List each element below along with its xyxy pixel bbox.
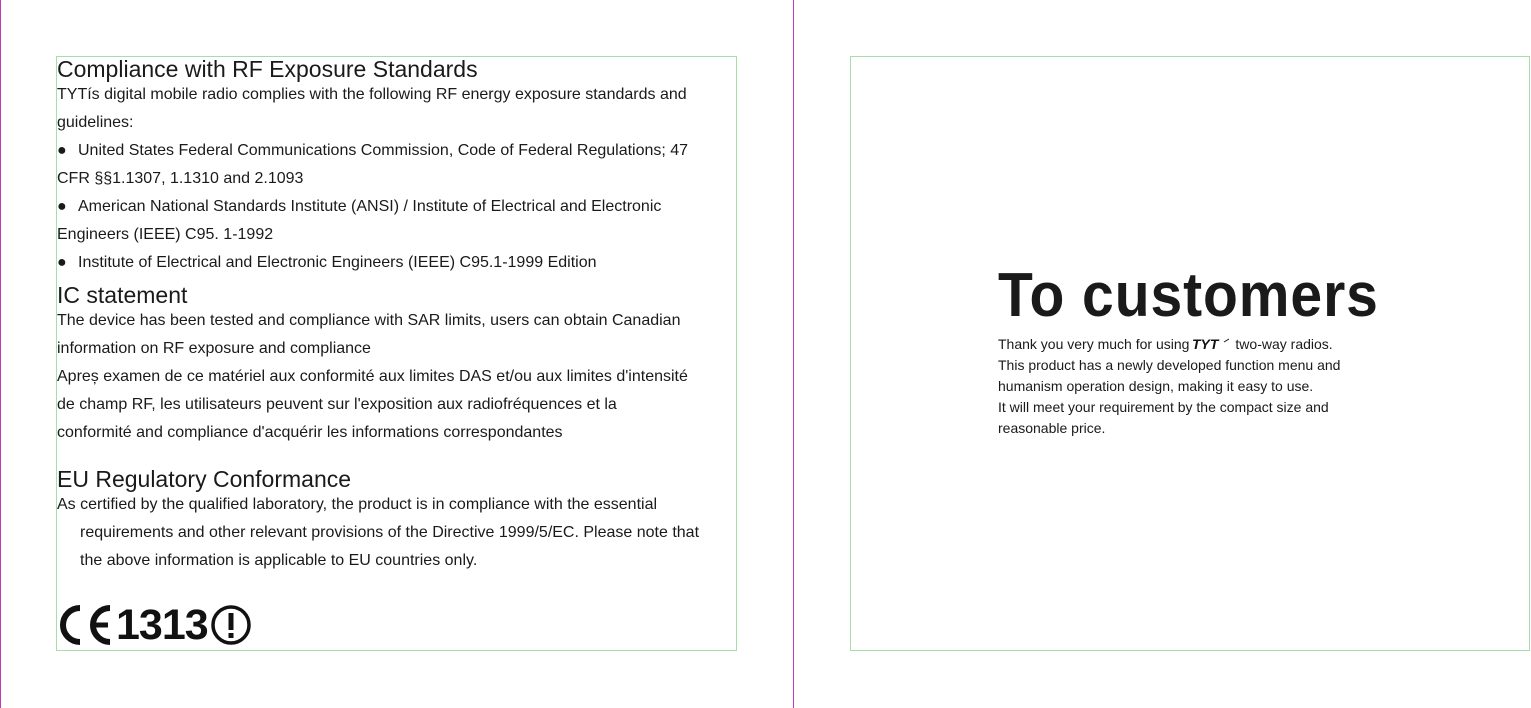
ic-line-1: The device has been tested and compliance with SAR limits, users can obtain Canadian (57, 312, 681, 329)
rf-intro-line2: guidelines: (57, 114, 134, 131)
message-line-4: It will meet your requirement by the compact size and (998, 399, 1329, 415)
left-page-content (57, 57, 757, 575)
ic-line-3: Apreș examen de ce matériel aux conformité aux limites DAS et/ou aux limites d'intensité (57, 368, 688, 385)
radios-text: two-way radios. (1235, 336, 1333, 352)
bullet-dot: ● (57, 198, 67, 215)
ce-logo-icon (58, 604, 116, 646)
customers-message (998, 334, 1384, 439)
ic-line-5: conformité and compliance d'acquérir les informations correspondantes (57, 424, 563, 441)
right-page (850, 56, 1530, 651)
bullet-dot: ● (57, 254, 67, 271)
customers-title: To customers (998, 261, 1379, 330)
crop-line-center (793, 0, 794, 708)
rf-bullet-3-line1 (57, 249, 757, 277)
ce-mark (58, 603, 252, 647)
rf-bullet-3-text: Institute of Electrical and Electronic Engineers (IEEE) C95.1-1999 Edition (78, 254, 597, 271)
crop-line-left (0, 0, 1, 708)
left-page (56, 56, 737, 651)
rf-bullet-1-text: United States Federal Communications Commission, Code of Federal Regulations; 47 (78, 142, 689, 159)
bullet-dot: ● (57, 142, 67, 159)
message-line-2: This product has a newly developed function menu and (998, 357, 1341, 373)
tyt-logo-text: TYT (1192, 336, 1219, 352)
notified-body-number: 1313 (116, 601, 208, 649)
eu-line-1: As certified by the qualified laboratory, the product is in compliance with the essential (57, 496, 658, 513)
alert-circle-icon (210, 604, 252, 646)
tyt-logo-icon (1191, 336, 1231, 352)
rf-bullet-1-line1 (57, 137, 757, 165)
eu-line-3: the above information is applicable to EU countries only. (80, 552, 478, 569)
eu-heading: EU Regulatory Conformance (57, 466, 352, 492)
rf-bullet-2-line2: Engineers (IEEE) C95. 1-1992 (57, 226, 274, 243)
thanks-text: Thank you very much for using (998, 336, 1190, 352)
rf-bullet-2-text: American National Standards Institute (ANSI) / Institute of Electrical and Electronic (78, 198, 662, 215)
message-line-5: reasonable price. (998, 420, 1106, 436)
ic-line-4: de champ RF, les utilisateurs peuvent sur l'exposition aux radiofréquences et la (57, 396, 617, 413)
message-line-1 (998, 334, 1384, 355)
ic-heading: IC statement (57, 282, 188, 308)
eu-line-2: requirements and other relevant provisions of the Directive 1999/5/EC. Please note that (80, 524, 700, 541)
message-line-3: humanism operation design, making it easy to use. (998, 378, 1314, 394)
rf-heading: Compliance with RF Exposure Standards (57, 56, 478, 82)
rf-bullet-2-line1 (57, 193, 757, 221)
ic-line-2: information on RF exposure and compliance (57, 340, 371, 357)
rf-intro-line1: TYTís digital mobile radio complies with the following RF energy exposure standards and (57, 86, 687, 103)
rf-bullet-1-line2: CFR §§1.1307, 1.1310 and 2.1093 (57, 170, 304, 187)
